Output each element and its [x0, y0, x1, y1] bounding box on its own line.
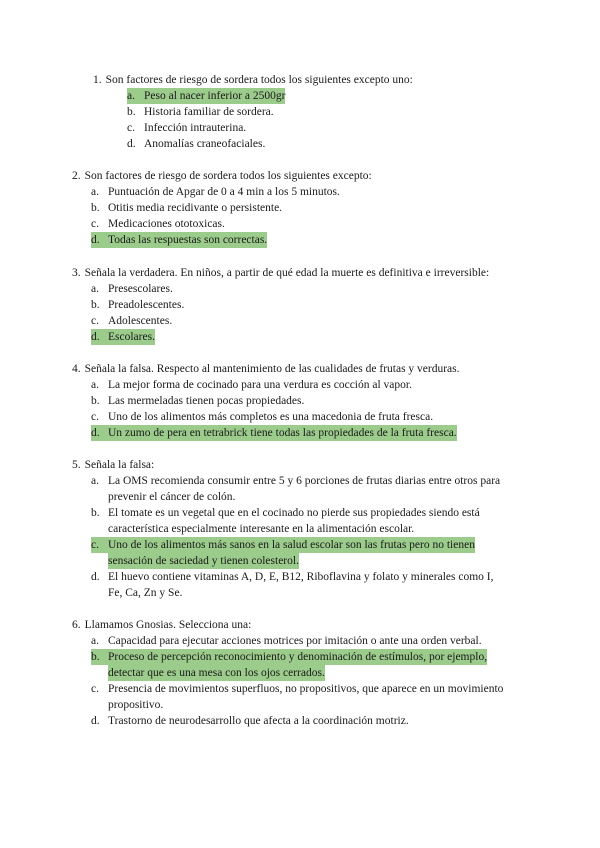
option-text-line: Puntuación de Apgar de 0 a 4 min a los 5 minutos. — [108, 186, 340, 198]
option-text-line: Adolescentes. — [108, 315, 173, 327]
option-text-line: Uno de los alimentos más sanos en la salud escolar son las frutas pero no tienen — [108, 539, 475, 551]
option-text-line: propositivo. — [108, 699, 164, 711]
option-letter: b. — [91, 299, 100, 311]
question-1 — [93, 72, 413, 88]
option-text-line: característica especialmente interesante en la alimentación escolar. — [108, 523, 415, 535]
question-text: Son factores de riesgo de sordera todos los siguientes excepto uno: — [105, 74, 413, 86]
option-text-line: Uno de los alimentos más completos es una macedonia de fruta fresca. — [108, 411, 434, 423]
option-letter: d. — [91, 329, 109, 345]
option-text-line: Fe, Ca, Zn y Se. — [108, 587, 183, 599]
question-4 — [72, 361, 460, 377]
option-text-line: detectar que es una mesa con los ojos cerrados. — [108, 667, 325, 679]
option-text-line: sensación de saciedad y tienen colesterol. — [108, 555, 299, 567]
option-text-line: Proceso de percepción reconocimiento y denominación de estímulos, por ejemplo, — [108, 651, 488, 663]
option-text-line: Escolares. — [108, 331, 155, 343]
option-letter: a. — [91, 186, 99, 198]
question-text: Señala la falsa: — [84, 459, 155, 471]
option-letter: c. — [91, 411, 99, 423]
option-letter: c. — [127, 122, 135, 134]
question-6 — [72, 617, 251, 633]
question-number: 6. — [72, 619, 81, 631]
option-letter: a. — [91, 283, 99, 295]
option-text-line: Infección intrauterina. — [144, 122, 247, 134]
option-letter: d. — [91, 232, 109, 248]
option-text-line: Un zumo de pera en tetrabrick tiene todas las propiedades de la fruta fresca. — [108, 427, 457, 439]
option-text-line: El huevo contiene vitaminas A, D, E, B12, Riboflavina y folato y minerales como I, — [108, 571, 494, 583]
question-text: Son factores de riesgo de sordera todos los siguientes excepto: — [84, 170, 372, 182]
question-5 — [72, 457, 154, 473]
option-text-line: Las mermeladas tienen pocas propiedades. — [108, 395, 305, 407]
option-text-line: prevenir el cáncer de colón. — [108, 491, 236, 503]
option-text-line: Otitis media recidivante o persistente. — [108, 202, 283, 214]
question-number: 3. — [72, 267, 81, 279]
question-text: Señala la falsa. Respecto al mantenimiento de las cualidades de frutas y verduras. — [84, 363, 460, 375]
option-letter: c. — [91, 218, 99, 230]
option-letter: b. — [91, 202, 100, 214]
option-letter: c. — [91, 537, 108, 553]
question-number: 1. — [93, 74, 102, 86]
option-text-line: Historia familiar de sordera. — [144, 106, 274, 118]
option-letter: b. — [91, 395, 100, 407]
option-text-line: La mejor forma de cocinado para una verdura es cocción al vapor. — [108, 379, 412, 391]
option-text-line: Presencia de movimientos superfluos, no propositivos, que aparece en un movimiento — [108, 683, 504, 695]
option-letter: a. — [91, 635, 99, 647]
option-letter: a. — [127, 88, 144, 104]
option-text-line: El tomate es un vegetal que en el cocinado no pierde sus propiedades siendo está — [108, 507, 480, 519]
option-letter: d. — [91, 425, 109, 441]
option-letter: d. — [127, 138, 136, 150]
question-text: Señala la verdadera. En niños, a partir de qué edad la muerte es definitiva e irreversible: — [84, 267, 490, 279]
question-text: Llamamos Gnosias. Selecciona una: — [84, 619, 252, 631]
question-2 — [72, 168, 372, 184]
option-text-line: Peso al nacer inferior a 2500gr — [144, 90, 286, 102]
question-number: 2. — [72, 170, 81, 182]
option-letter: c. — [91, 315, 99, 327]
option-text-line: Medicaciones ototoxicas. — [108, 218, 225, 230]
question-number: 4. — [72, 363, 81, 375]
option-letter: a. — [91, 475, 99, 487]
option-letter: d. — [91, 715, 100, 727]
option-text-line: Anomalías craneofaciales. — [144, 138, 266, 150]
option-text-line: Todas las respuestas son correctas. — [108, 234, 268, 246]
option-text-line: Trastorno de neurodesarrollo que afecta a la coordinación motriz. — [108, 715, 409, 727]
option-text-line: Preadolescentes. — [108, 299, 185, 311]
question-3 — [72, 265, 489, 281]
option-letter: d. — [91, 571, 100, 583]
question-number: 5. — [72, 459, 81, 471]
option-letter: b. — [91, 649, 109, 665]
option-letter: c. — [91, 683, 99, 695]
option-text-line: La OMS recomienda consumir entre 5 y 6 porciones de frutas diarias entre otros para — [108, 475, 501, 487]
option-letter: a. — [91, 379, 99, 391]
option-letter: b. — [91, 507, 100, 519]
option-text-line: Capacidad para ejecutar acciones motrices por imitación o ante una orden verbal. — [108, 635, 482, 647]
option-text-line: Presescolares. — [108, 283, 173, 295]
option-letter: b. — [127, 106, 136, 118]
